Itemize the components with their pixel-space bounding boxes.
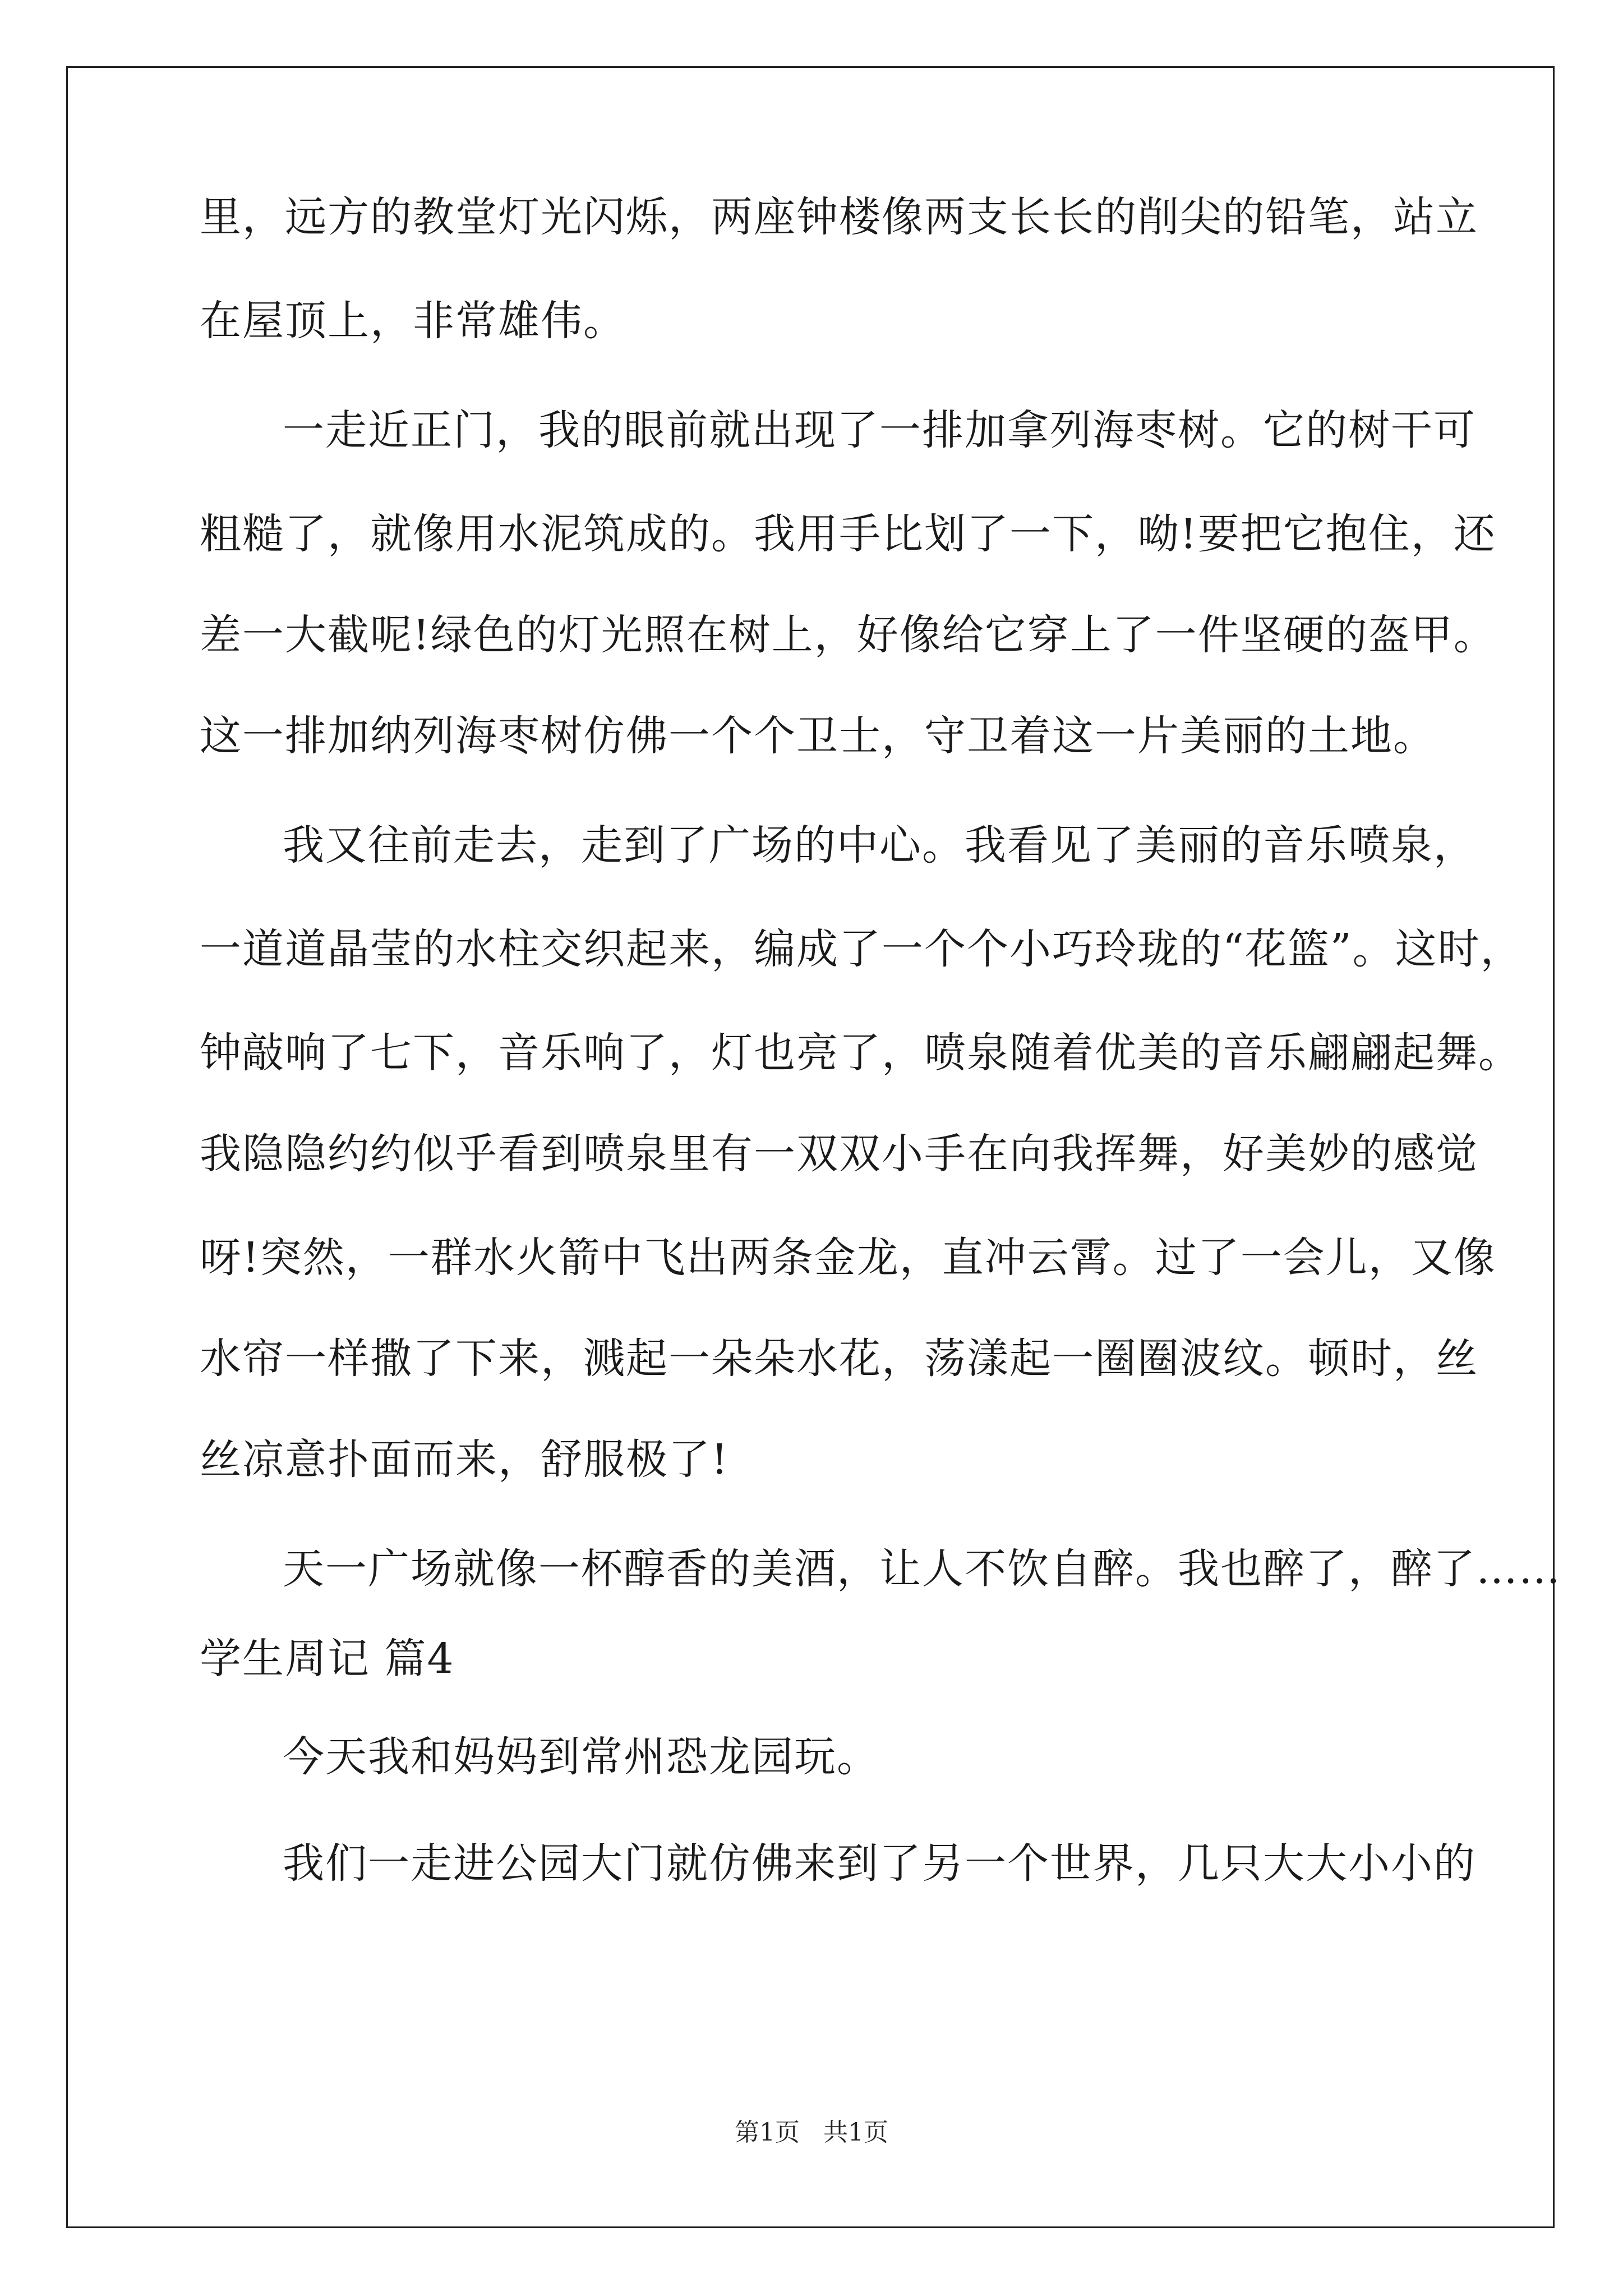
text-line: 里，远方的教堂灯光闪烁，两座钟楼像两支长长的削尖的铅笔，站立 (200, 193, 1478, 241)
page-total: 共1页 (823, 2118, 888, 2147)
section-heading: 学生周记 篇4 (200, 1635, 455, 1683)
text-line: 一道道晶莹的水柱交织起来，编成了一个个小巧玲珑的“花篮”。这时， (200, 925, 1523, 973)
paragraph-start-line: 一走近正门，我的眼前就出现了一排加拿列海枣树。它的树干可 (283, 406, 1476, 454)
text-line: 差一大截呢!绿色的灯光照在树上，好像给它穿上了一件坚硬的盔甲。 (200, 611, 1496, 659)
text-line: 我隐隐约约似乎看到喷泉里有一双双小手在向我挥舞，好美妙的感觉 (200, 1130, 1478, 1178)
text-line: 在屋顶上，非常雄伟。 (200, 297, 626, 345)
text-line: 水帘一样撒了下来，溅起一朵朵水花，荡漾起一圈圈波纹。顿时，丝 (200, 1335, 1478, 1383)
text-line: 呀!突然，一群水火箭中飞出两条金龙，直冲云霄。过了一会儿，又像 (200, 1234, 1496, 1282)
text-line: 粗糙了，就像用水泥筑成的。我用手比划了一下，呦!要把它抱住，还 (200, 510, 1496, 558)
text-line: 这一排加纳列海枣树仿佛一个个卫士，守卫着这一片美丽的土地。 (200, 712, 1436, 760)
text-line: 丝凉意扑面而来，舒服极了! (200, 1435, 729, 1484)
page-number: 第1页 (735, 2118, 800, 2147)
paragraph-start-line: 我们一走进公园大门就仿佛来到了另一个世界，几只大大小小的 (283, 1839, 1476, 1888)
paragraph-start-line: 我又往前走去，走到了广场的中心。我看见了美丽的音乐喷泉， (283, 821, 1476, 869)
paragraph-start-line: 天一广场就像一杯醇香的美酒，让人不饮自醉。我也醉了，醉了…… (283, 1545, 1561, 1593)
paragraph-start-line: 今天我和妈妈到常州恐龙园玩。 (283, 1733, 879, 1781)
page-footer (0, 2112, 1623, 2148)
text-line: 钟敲响了七下，音乐响了，灯也亮了，喷泉随着优美的音乐翩翩起舞。 (200, 1029, 1521, 1077)
